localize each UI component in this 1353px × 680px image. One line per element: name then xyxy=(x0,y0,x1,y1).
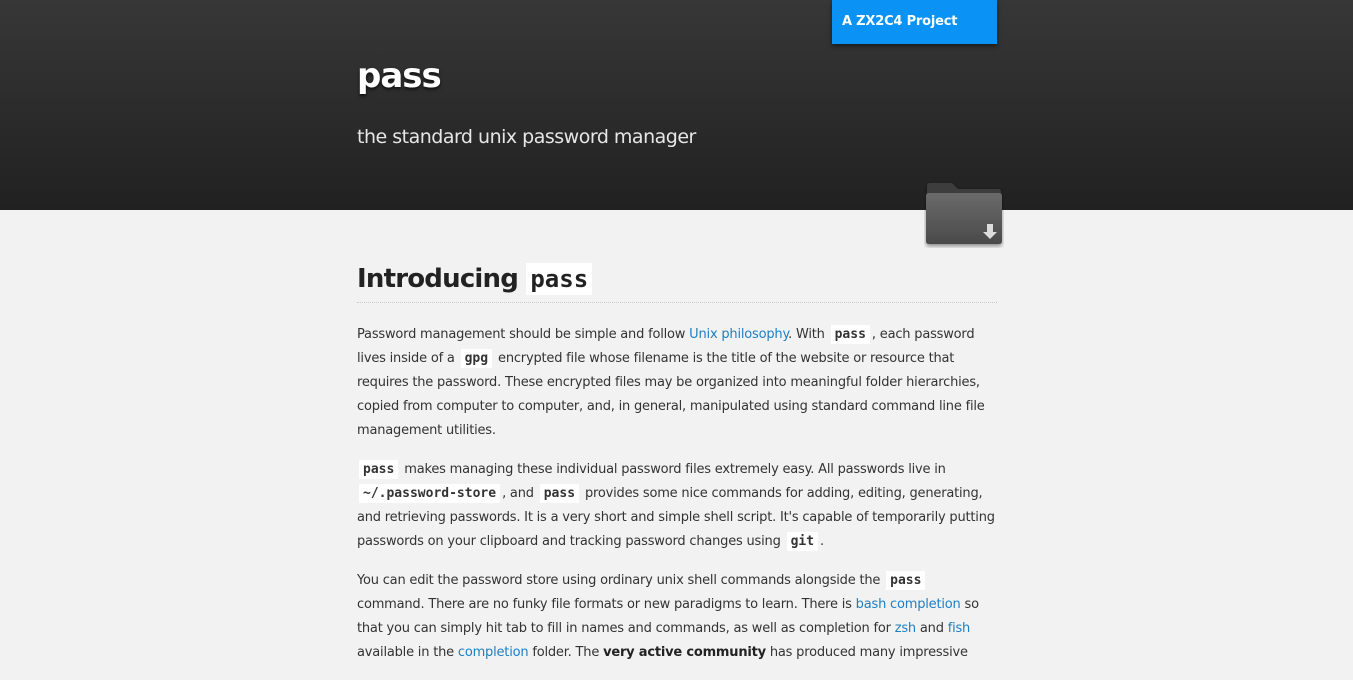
text: so that you can simply hit tab to fill in names and commands, as well as completion for xyxy=(357,597,979,636)
text: available in the xyxy=(357,645,458,660)
completion-folder-link[interactable]: completion xyxy=(457,645,529,660)
text: makes managing these individual password files extremely easy. All passwords live in xyxy=(400,462,946,477)
bash-completion-link[interactable]: bash completion xyxy=(855,597,961,612)
folder-download-icon[interactable] xyxy=(924,180,1004,248)
text: , and xyxy=(502,486,538,501)
zsh-link[interactable]: zsh xyxy=(894,621,916,636)
text: folder. The xyxy=(528,645,604,660)
intro-paragraph-1 xyxy=(357,323,997,443)
text: command. There are no funky file formats or new paradigms to learn. There is xyxy=(357,597,856,612)
text: has produced many impressive xyxy=(765,645,968,660)
text: Password management should be simple and follow xyxy=(357,327,690,342)
site-header xyxy=(0,0,1353,210)
text: encrypted file whose filename is the title of the website or resource that requires the password. These encrypted files may be organized into meaningful folder hierarchies, copied from computer to computer, and, in general, manipulated using standard command line file management utilities. xyxy=(357,351,985,438)
intro-paragraph-3 xyxy=(357,569,997,665)
code-pass: pass xyxy=(831,325,870,344)
code-pass: pass xyxy=(540,484,579,503)
text: and xyxy=(915,621,948,636)
code-password-store: ~/.password-store xyxy=(359,484,500,503)
main-content xyxy=(357,256,997,680)
text: , each password lives inside of a xyxy=(357,327,975,366)
intro-paragraph-2 xyxy=(357,458,997,554)
text: . With xyxy=(788,327,829,342)
code-gpg: gpg xyxy=(461,349,492,368)
site-title: pass xyxy=(357,56,441,96)
project-badge-link[interactable]: A ZX2C4 Project xyxy=(832,0,997,44)
community-emphasis: very active community xyxy=(603,645,766,660)
code-pass: pass xyxy=(886,571,925,590)
text: . xyxy=(820,534,824,549)
code-pass: pass xyxy=(359,460,398,479)
intro-heading-code: pass xyxy=(526,263,592,295)
intro-heading xyxy=(357,256,997,303)
text: provides some nice commands for adding, editing, generating, and retrieving passwords. It is a very short and simple shell script. It's capable of temporarily putting passwords on your clipboard and tracking password changes using xyxy=(357,486,995,549)
intro-heading-text: Introducing xyxy=(357,264,519,294)
unix-philosophy-link[interactable]: Unix philosophy xyxy=(689,327,789,342)
text: You can edit the password store using ordinary unix shell commands alongside the xyxy=(357,573,885,588)
code-git: git xyxy=(787,532,818,551)
fish-link[interactable]: fish xyxy=(947,621,971,636)
site-tagline: the standard unix password manager xyxy=(357,126,696,148)
